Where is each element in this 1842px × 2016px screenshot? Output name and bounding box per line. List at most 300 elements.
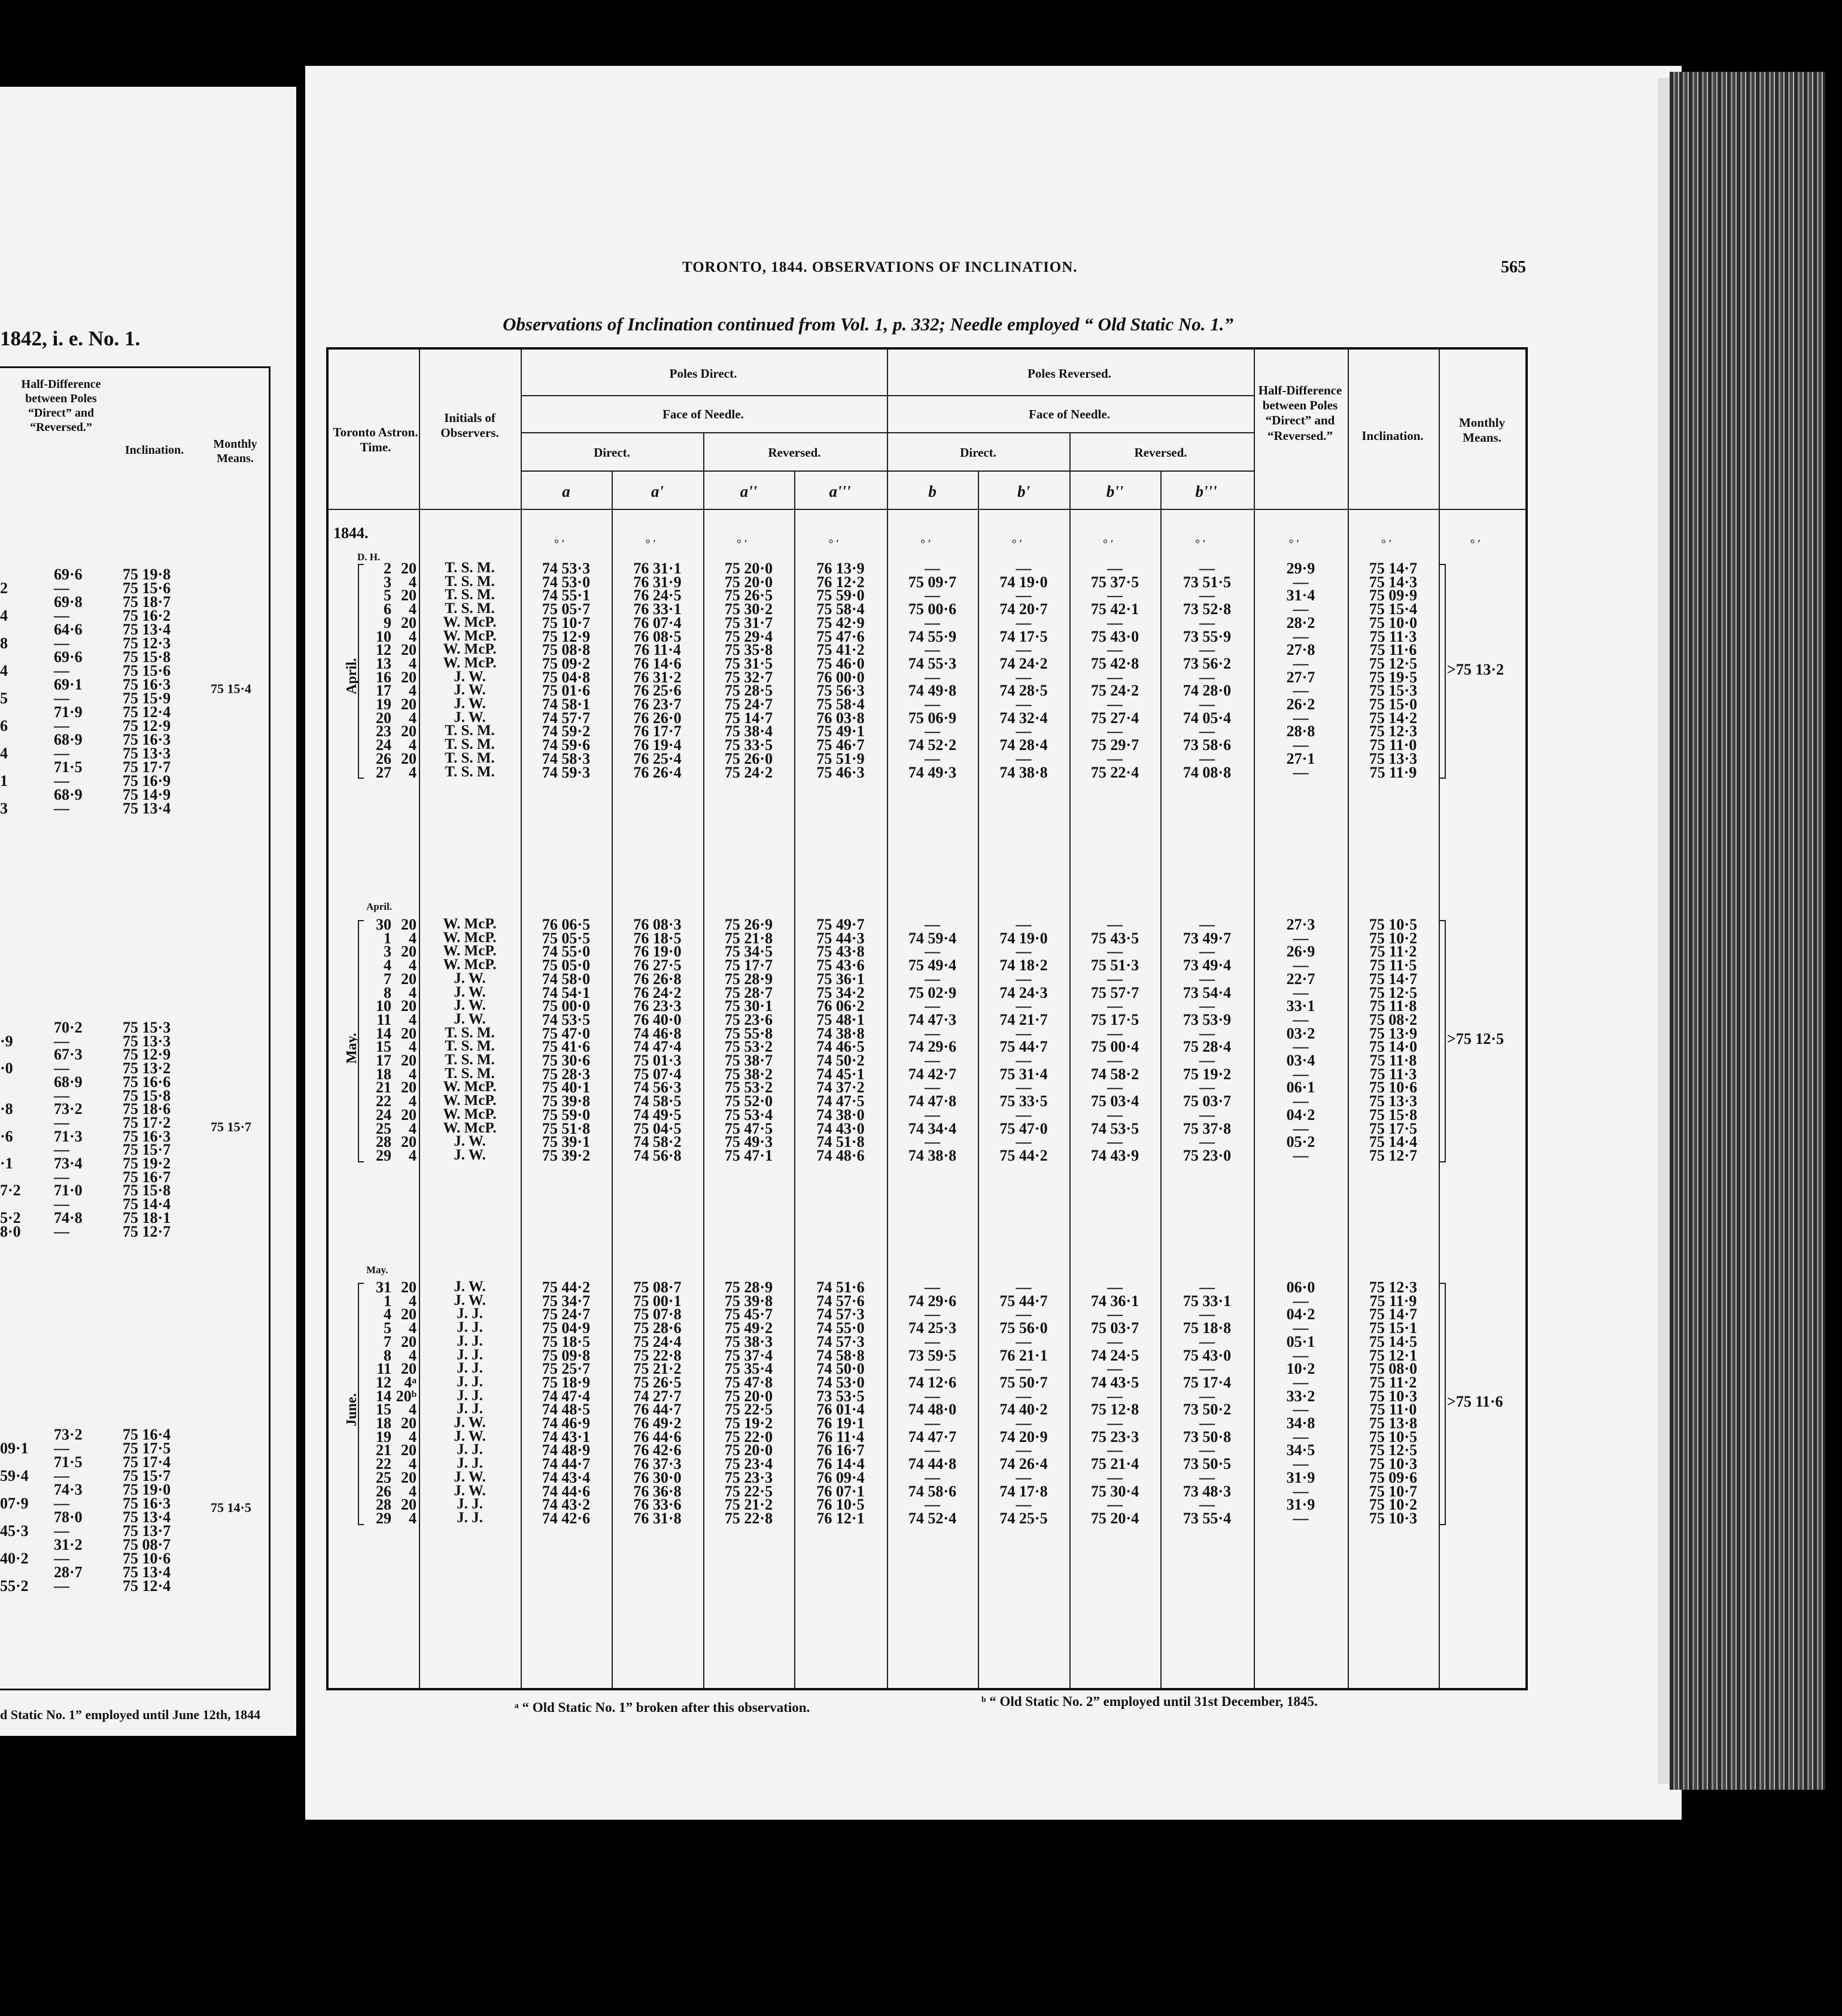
row-observer: T. S. M. <box>445 763 495 780</box>
row-value-b1: — <box>1016 1106 1032 1124</box>
left-half-diff: — <box>54 1467 69 1484</box>
degree-mark: ° ′ <box>1011 538 1022 551</box>
row-value-incl: 75 14·4 <box>1369 1133 1418 1151</box>
row-value-a2: 75 20·0 <box>724 1387 773 1405</box>
row-value-b2: 75 24·2 <box>1090 682 1139 700</box>
row-observer: W. McP. <box>443 1106 497 1122</box>
left-inclination: 75 12·7 <box>123 1222 171 1240</box>
row-value-b3: 74 28·0 <box>1183 682 1232 700</box>
left-inclination: 75 15·6 <box>123 662 171 679</box>
row-observer: J. W. <box>454 970 486 986</box>
row-value-half: 34·5 <box>1286 1441 1315 1459</box>
row-value-b2: 75 57·7 <box>1090 983 1139 1001</box>
left-inclination: 75 18·1 <box>123 1209 171 1226</box>
row-value-half: — <box>1293 1455 1309 1473</box>
row-value-b1: — <box>1016 614 1032 631</box>
row-value-a1: 75 08·7 <box>633 1279 682 1296</box>
row-value-b1: — <box>1016 1332 1032 1350</box>
col-b1-label: b' <box>1017 482 1030 500</box>
row-day: 5 <box>384 1319 391 1337</box>
row-value-b1: — <box>1016 1024 1032 1042</box>
row-value-half: 27·1 <box>1286 749 1315 767</box>
row-observer: W. McP. <box>443 1119 497 1136</box>
row-day: 22 <box>376 1455 391 1473</box>
row-value-b2: 75 23·3 <box>1090 1428 1139 1446</box>
row-value-a1: 74 58·5 <box>633 1092 682 1110</box>
row-value-incl: 75 10·6 <box>1369 1079 1418 1097</box>
row-day: 23 <box>376 722 391 740</box>
row-value-incl: 75 19·5 <box>1369 668 1418 686</box>
left-inclination: 75 16·9 <box>123 772 171 790</box>
monthly-mean: >75 13·2 <box>1447 660 1504 678</box>
row-day: 18 <box>376 1414 391 1432</box>
left-inclination: 75 19·8 <box>123 566 171 583</box>
row-value-incl: 75 11·0 <box>1369 1401 1417 1419</box>
row-value-incl: 75 10·3 <box>1369 1455 1418 1473</box>
row-value-a: 75 28·3 <box>542 1065 591 1083</box>
left-inclination: 75 17·5 <box>123 1440 171 1457</box>
left-half-diff: — <box>54 690 69 707</box>
row-value-a: 74 43·4 <box>542 1468 591 1486</box>
row-value-a1: 76 08·5 <box>633 627 682 645</box>
row-value-half: 26·9 <box>1286 943 1315 961</box>
row-value-half: — <box>1293 1373 1309 1391</box>
row-observer: T. S. M. <box>445 573 495 590</box>
row-hour: 20 <box>401 749 417 767</box>
row-value-b1: 74 28·5 <box>999 682 1048 700</box>
row-day: 5 <box>384 587 391 605</box>
row-value-incl: 75 10·0 <box>1369 614 1418 631</box>
left-header-inclination: Inclination. <box>124 444 184 457</box>
row-value-b3: 75 43·0 <box>1183 1346 1232 1364</box>
row-value-incl: 75 08·2 <box>1369 1010 1418 1028</box>
row-value-a: 74 55·1 <box>542 587 591 605</box>
row-day: 31 <box>376 1279 391 1296</box>
left-half-diff: — <box>54 1495 69 1512</box>
row-hour: 20 <box>401 997 417 1015</box>
row-hour: 4 <box>409 763 417 781</box>
degree-mark: ° ′ <box>828 538 839 551</box>
row-value-b3: 73 55·4 <box>1183 1509 1232 1527</box>
row-value-b3: — <box>1199 1441 1215 1459</box>
row-value-incl: 75 08·0 <box>1369 1360 1418 1378</box>
row-observer: W. McP. <box>443 943 497 960</box>
row-value-b1: 75 50·7 <box>999 1373 1048 1391</box>
row-value-incl: 75 15·3 <box>1369 682 1418 700</box>
degree-mark: ° ′ <box>1470 538 1481 551</box>
left-half-diff: — <box>54 1577 69 1595</box>
row-value-incl: 75 15·8 <box>1369 1106 1418 1124</box>
row-value-half: 34·8 <box>1286 1414 1315 1432</box>
row-value-b: — <box>925 970 940 988</box>
row-hour: 20 <box>401 1052 417 1069</box>
left-inclination: 75 13·7 <box>123 1522 171 1540</box>
row-value-incl: 75 11·9 <box>1369 1292 1417 1310</box>
left-inclination: 75 16·4 <box>123 1426 171 1443</box>
row-value-b: — <box>925 943 940 961</box>
row-value-a2: 75 24·7 <box>724 696 773 713</box>
row-hour: 4 <box>409 709 417 727</box>
row-hour: 20 <box>401 943 417 961</box>
row-value-a3: 74 50·2 <box>816 1052 865 1069</box>
left-inclination: 75 12·9 <box>123 1046 171 1064</box>
left-half-diff: 68·9 <box>54 731 83 748</box>
row-value-b2: — <box>1107 1414 1123 1432</box>
row-value-b1: 76 21·1 <box>999 1346 1048 1364</box>
row-value-a1: 75 28·6 <box>633 1319 682 1337</box>
row-value-b: 74 55·9 <box>908 627 957 645</box>
left-half-diff: 71·3 <box>54 1127 83 1145</box>
row-day: 12 <box>376 1373 391 1391</box>
row-value-b2: 75 30·4 <box>1090 1482 1139 1500</box>
row-value-half: — <box>1293 627 1309 645</box>
row-value-b3: 73 54·4 <box>1183 983 1232 1001</box>
left-inclination: 75 13·3 <box>123 1032 171 1050</box>
row-value-a3: 76 06·2 <box>816 997 865 1015</box>
row-observer: J. W. <box>454 1482 486 1499</box>
row-hour: 4 <box>409 682 417 700</box>
row-value-b: — <box>925 668 940 686</box>
row-value-b1: 74 26·4 <box>999 1455 1048 1473</box>
row-value-half: — <box>1293 1428 1309 1446</box>
left-inclination: 75 14·9 <box>123 786 171 803</box>
row-value-incl: 75 11·6 <box>1369 641 1417 659</box>
row-value-a: 74 55·0 <box>542 943 591 961</box>
row-value-a3: 75 41·2 <box>816 641 865 659</box>
row-day: 14 <box>376 1024 391 1042</box>
row-observer: J. J. <box>457 1455 483 1472</box>
row-observer: W. McP. <box>443 654 497 671</box>
row-value-b1: — <box>1016 1279 1032 1296</box>
row-day: 29 <box>376 1146 391 1164</box>
row-value-half: 31·9 <box>1286 1496 1315 1514</box>
left-half-diff: 71·0 <box>54 1182 83 1200</box>
left-half-diff: 64·6 <box>54 621 83 638</box>
row-observer: J. J. <box>457 1441 483 1458</box>
row-value-b1: — <box>1016 1052 1032 1069</box>
row-value-a2: 75 30·2 <box>724 600 773 618</box>
row-value-b: — <box>925 1133 940 1151</box>
row-value-a1: 75 07·8 <box>633 1305 682 1323</box>
row-day: 19 <box>376 1428 391 1446</box>
row-value-b1: 74 24·2 <box>999 654 1048 672</box>
row-value-b1: — <box>1016 1387 1032 1405</box>
left-half-diff: — <box>54 579 69 597</box>
row-value-a: 75 04·8 <box>542 668 591 686</box>
row-value-b3: 73 55·9 <box>1183 627 1232 645</box>
year-label: 1844. <box>333 524 369 542</box>
row-value-b2: — <box>1107 1360 1123 1378</box>
row-observer: J. W. <box>454 1428 486 1444</box>
row-value-half: — <box>1293 1038 1309 1056</box>
row-hour: 20 <box>401 1414 417 1432</box>
row-value-b3: — <box>1199 1468 1215 1486</box>
row-value-b2: 75 27·4 <box>1090 709 1139 727</box>
row-value-a: 74 58·0 <box>542 970 591 988</box>
row-value-a3: 74 51·8 <box>816 1133 865 1151</box>
header-monthly-means: Monthly Means. <box>1458 415 1505 445</box>
row-day: 17 <box>376 1052 391 1069</box>
row-value-a: 74 53·3 <box>542 560 591 577</box>
left-monthly-mean: 75 15·4 <box>211 681 251 696</box>
row-value-a3: 75 46·7 <box>816 736 865 754</box>
row-value-b3: — <box>1199 1305 1215 1323</box>
row-value-b2: 75 03·4 <box>1090 1092 1139 1110</box>
row-value-b1: 74 19·0 <box>999 573 1048 591</box>
row-value-b2: — <box>1107 668 1123 686</box>
row-value-a1: 76 24·2 <box>633 983 682 1001</box>
row-value-a2: 75 39·8 <box>724 1292 773 1310</box>
row-value-half: 27·3 <box>1286 916 1315 933</box>
row-value-b2: — <box>1107 749 1123 767</box>
header-pr-reversed: Reversed. <box>1134 445 1187 460</box>
row-value-b3: 73 52·8 <box>1183 600 1232 618</box>
col-a1-label: a' <box>651 482 664 500</box>
row-hour: 4ᵃ <box>404 1373 417 1391</box>
row-value-half: — <box>1293 736 1309 754</box>
left-inclination: 75 12·4 <box>123 703 171 721</box>
row-day: 22 <box>376 1092 391 1110</box>
row-value-a2: 75 26·5 <box>724 587 773 605</box>
left-half-diff: — <box>54 1141 69 1159</box>
row-value-half: 27·7 <box>1286 668 1315 686</box>
row-value-a: 75 59·0 <box>542 1106 591 1124</box>
header-poles-reversed: Poles Reversed. <box>1028 366 1111 381</box>
row-value-a: 76 06·5 <box>542 916 591 933</box>
row-day: 4 <box>384 1305 391 1323</box>
row-value-b3: — <box>1199 1360 1215 1378</box>
row-value-b1: — <box>1016 970 1032 988</box>
row-value-b2: 75 42·8 <box>1090 654 1139 672</box>
row-value-a2: 75 23·4 <box>724 1455 773 1473</box>
row-value-b3: — <box>1199 970 1215 988</box>
row-value-a1: 75 01·3 <box>633 1052 682 1069</box>
row-value-half: — <box>1293 1292 1309 1310</box>
left-half-diff: 67·3 <box>54 1046 83 1064</box>
row-value-a3: 74 43·0 <box>816 1119 865 1137</box>
row-value-a: 75 01·6 <box>542 682 591 700</box>
row-value-b2: — <box>1107 1305 1123 1323</box>
left-inclination: 75 13·4 <box>123 800 171 817</box>
left-inclination: 75 16·7 <box>123 1168 171 1186</box>
row-value-a3: 74 45·1 <box>816 1065 865 1083</box>
row-value-b3: 75 23·0 <box>1183 1146 1232 1164</box>
row-value-b2: 75 43·5 <box>1090 929 1139 947</box>
row-hour: 4 <box>409 983 417 1001</box>
row-hour: 20 <box>401 1360 417 1378</box>
row-value-b1: — <box>1016 916 1032 933</box>
left-inclination: 75 13·4 <box>123 1563 171 1581</box>
row-value-half: 33·1 <box>1286 997 1315 1015</box>
row-value-b3: — <box>1199 722 1215 740</box>
row-value-b1: 75 47·0 <box>999 1119 1048 1137</box>
left-edge-value: 40·2 <box>0 1550 29 1567</box>
row-hour: 4 <box>409 1065 417 1083</box>
row-value-b2: — <box>1107 1024 1123 1042</box>
row-hour: 20 <box>401 1024 417 1042</box>
left-header-monthly: Monthly Means. <box>213 438 257 465</box>
row-value-b1: — <box>1016 1414 1032 1432</box>
row-value-a2: 75 14·7 <box>724 709 773 727</box>
row-value-b2: 74 43·9 <box>1090 1146 1139 1164</box>
header-pd-direct: Direct. <box>594 445 630 460</box>
row-value-a1: 76 14·6 <box>633 654 682 672</box>
row-value-b2: 75 43·0 <box>1090 627 1139 645</box>
row-value-b1: — <box>1016 560 1032 577</box>
row-value-b1: 74 40·2 <box>999 1401 1048 1419</box>
row-hour: 20 <box>401 587 417 605</box>
row-value-b: 74 29·6 <box>908 1292 957 1310</box>
row-value-a2: 75 20·0 <box>724 1441 773 1459</box>
row-value-a3: 75 47·6 <box>816 627 865 645</box>
left-inclination: 75 16·3 <box>123 731 171 748</box>
row-value-a: 74 47·4 <box>542 1387 591 1405</box>
row-hour: 20 <box>401 1468 417 1486</box>
row-value-half: — <box>1293 1010 1309 1028</box>
row-value-a3: 74 51·6 <box>816 1279 865 1296</box>
left-inclination: 75 12·3 <box>123 634 171 652</box>
row-day: 19 <box>376 696 391 713</box>
row-value-b1: — <box>1016 1133 1032 1151</box>
row-value-b3: 73 50·2 <box>1183 1401 1232 1419</box>
row-value-half: — <box>1293 1146 1309 1164</box>
row-value-a3: 74 58·8 <box>816 1346 865 1364</box>
row-value-a1: 76 25·4 <box>633 749 682 767</box>
row-day: 7 <box>384 970 391 988</box>
row-value-b1: 74 32·4 <box>999 709 1048 727</box>
row-value-a3: 76 12·2 <box>816 573 865 591</box>
left-inclination: 75 16·3 <box>123 1495 171 1512</box>
row-value-a: 74 58·1 <box>542 696 591 713</box>
left-edge-value: 1 <box>0 772 8 790</box>
row-observer: J. W. <box>454 1292 486 1308</box>
row-value-half: — <box>1293 1482 1309 1500</box>
row-value-a3: 76 13·9 <box>816 560 865 577</box>
row-value-a3: 76 14·4 <box>816 1455 865 1473</box>
row-value-a1: 76 31·8 <box>633 1509 682 1527</box>
left-inclination: 75 12·4 <box>123 1577 171 1595</box>
row-value-a3: 74 38·0 <box>816 1106 865 1124</box>
row-value-b: — <box>925 614 940 631</box>
row-value-a2: 75 31·7 <box>724 614 773 631</box>
month-label: June. <box>344 1393 360 1427</box>
row-value-incl: 75 11·0 <box>1369 736 1417 754</box>
row-value-b3: — <box>1199 943 1215 961</box>
row-value-half: 22·7 <box>1286 970 1315 988</box>
row-value-b1: — <box>1016 1305 1032 1323</box>
row-value-incl: 75 12·7 <box>1369 1146 1418 1164</box>
row-value-a1: 76 07·4 <box>633 614 682 631</box>
row-value-b1: 75 44·2 <box>999 1146 1048 1164</box>
left-half-diff: 28·7 <box>54 1563 83 1581</box>
row-value-b2: — <box>1107 1468 1123 1486</box>
row-value-b1: 74 24·3 <box>999 983 1048 1001</box>
row-value-b1: 74 17·5 <box>999 627 1048 645</box>
row-value-incl: 75 14·7 <box>1369 1305 1418 1323</box>
row-value-b: 74 52·2 <box>908 736 957 754</box>
month-label: April. <box>344 657 360 694</box>
row-value-b: — <box>925 1024 940 1042</box>
row-value-half: — <box>1293 1092 1309 1110</box>
row-value-a3: 74 50·0 <box>816 1360 865 1378</box>
row-value-b: — <box>925 1052 940 1069</box>
row-value-a2: 75 26·9 <box>724 916 773 933</box>
row-value-b2: — <box>1107 1496 1123 1514</box>
row-value-a1: 75 26·5 <box>633 1373 682 1391</box>
row-value-a: 75 24·7 <box>542 1305 591 1323</box>
left-edge-value: ·8 <box>0 1100 13 1118</box>
month-label: May. <box>344 1033 360 1064</box>
left-monthly-mean: 75 15·7 <box>211 1119 251 1134</box>
row-observer: W. McP. <box>443 641 497 658</box>
row-value-a2: 75 49·3 <box>724 1133 773 1151</box>
row-day: 6 <box>384 600 391 618</box>
row-value-a: 74 59·3 <box>542 763 591 781</box>
degree-mark: ° ′ <box>1103 538 1114 551</box>
row-hour: 4 <box>409 1509 417 1527</box>
left-half-diff: — <box>54 717 69 734</box>
row-value-a1: 76 30·0 <box>633 1468 682 1486</box>
row-value-a: 74 54·1 <box>542 983 591 1001</box>
row-value-a1: 76 31·1 <box>633 560 682 577</box>
row-value-b: 74 29·6 <box>908 1038 957 1056</box>
row-value-half: 31·9 <box>1286 1468 1315 1486</box>
row-value-a1: 76 19·0 <box>633 943 682 961</box>
row-value-a: 75 12·9 <box>542 627 591 645</box>
row-observer: J. J. <box>457 1360 483 1377</box>
row-observer: T. S. M. <box>445 1024 495 1041</box>
header-half-difference: Half-Difference between Poles “Direct” and “Reversed.” <box>1258 383 1342 443</box>
row-value-b: 74 34·4 <box>908 1119 957 1137</box>
left-edge-value: 5 <box>0 690 8 707</box>
row-value-b1: 74 28·4 <box>999 736 1048 754</box>
row-value-a2: 75 38·2 <box>724 1065 773 1083</box>
row-value-b: 75 49·4 <box>908 957 957 974</box>
row-hour: 4 <box>409 1482 417 1500</box>
left-page-caption: 1842, i. e. No. 1. <box>0 327 141 350</box>
row-value-b2: 74 24·5 <box>1090 1346 1139 1364</box>
row-observer: W. McP. <box>443 929 497 946</box>
row-hour: 4 <box>409 1010 417 1028</box>
row-value-a1: 76 33·1 <box>633 600 682 618</box>
row-value-a3: 74 57·3 <box>816 1305 865 1323</box>
row-value-a3: 75 43·8 <box>816 943 865 961</box>
left-half-diff: — <box>54 745 69 762</box>
header-inclination: Inclination. <box>1361 429 1424 443</box>
row-value-a3: 74 55·0 <box>816 1319 865 1337</box>
row-value-incl: 75 10·3 <box>1369 1509 1418 1527</box>
row-value-a1: 75 24·4 <box>633 1332 682 1350</box>
row-value-a2: 75 47·5 <box>724 1119 773 1137</box>
row-value-half: — <box>1293 654 1309 672</box>
row-value-half: 29·9 <box>1286 560 1315 577</box>
row-value-half: — <box>1293 682 1309 700</box>
row-value-b3: — <box>1199 696 1215 713</box>
row-hour: 4 <box>409 1119 417 1137</box>
row-observer: J. W. <box>454 1133 486 1150</box>
row-value-a1: 76 44·7 <box>633 1401 682 1419</box>
left-edge-value: ·0 <box>0 1059 13 1077</box>
row-value-b1: — <box>1016 1079 1032 1097</box>
grid-hline <box>521 470 1254 472</box>
degree-mark: ° ′ <box>1288 538 1299 551</box>
row-day: 11 <box>376 1360 391 1378</box>
row-hour: 20 <box>401 970 417 988</box>
row-value-incl: 75 10·7 <box>1369 1482 1418 1500</box>
grid-hline <box>329 509 1525 510</box>
row-value-b: 74 42·7 <box>908 1065 957 1083</box>
left-half-diff: 73·2 <box>54 1100 83 1118</box>
